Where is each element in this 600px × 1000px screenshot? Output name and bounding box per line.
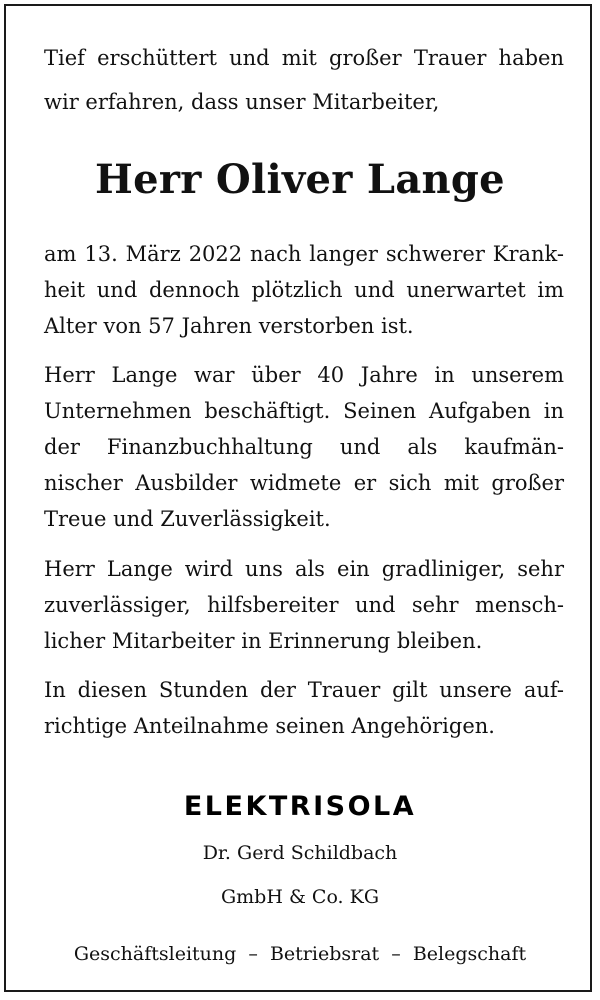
paragraph-2-line-3: der Finanzbuchhaltung und als kaufmän- bbox=[44, 435, 564, 459]
intro-line-1: Tief erschüttert und mit großer Trauer haben bbox=[44, 46, 564, 70]
paragraph-4-line-2: richtige Anteilnahme seinen Angehörigen. bbox=[44, 714, 495, 738]
company-name-line-1: Dr. Gerd Schildbach bbox=[202, 842, 398, 864]
paragraph-3-line-3: licher Mitarbeiter in Erinnerung bleiben. bbox=[44, 629, 483, 653]
paragraph-2-line-2: Unternehmen beschäftigt. Seinen Aufgaben in bbox=[44, 399, 564, 423]
company-logo: ELEKTRISOLA bbox=[183, 791, 417, 822]
company-name-line-2: GmbH & Co. KG bbox=[220, 886, 379, 908]
paragraph-2-line-5: Treue und Zuverlässigkeit. bbox=[44, 507, 331, 531]
paragraph-1-line-2: heit und dennoch plötzlich und unerwartet im bbox=[44, 278, 564, 302]
paragraph-4-line-1: In diesen Stunden der Trauer gilt unsere auf- bbox=[44, 678, 564, 702]
paragraph-1-line-3: Alter von 57 Jahren verstorben ist. bbox=[44, 314, 414, 338]
paragraph-2-line-4: nischer Ausbilder widmete er sich mit großer bbox=[44, 471, 564, 495]
deceased-name: Herr Oliver Lange bbox=[95, 156, 505, 203]
signature-line: Geschäftsleitung – Betriebsrat – Belegschaft bbox=[73, 943, 527, 965]
obituary-notice bbox=[4, 4, 592, 992]
paragraph-1-line-1: am 13. März 2022 nach langer schwerer Krank- bbox=[44, 242, 564, 266]
paragraph-3-line-1: Herr Lange wird uns als ein gradliniger, sehr bbox=[44, 557, 564, 581]
paragraph-3-line-2: zuverlässiger, hilfsbereiter und sehr mensch- bbox=[44, 593, 564, 617]
paragraph-2-line-1: Herr Lange war über 40 Jahre in unserem bbox=[44, 363, 564, 387]
intro-line-2: wir erfahren, dass unser Mitarbeiter, bbox=[44, 90, 440, 114]
